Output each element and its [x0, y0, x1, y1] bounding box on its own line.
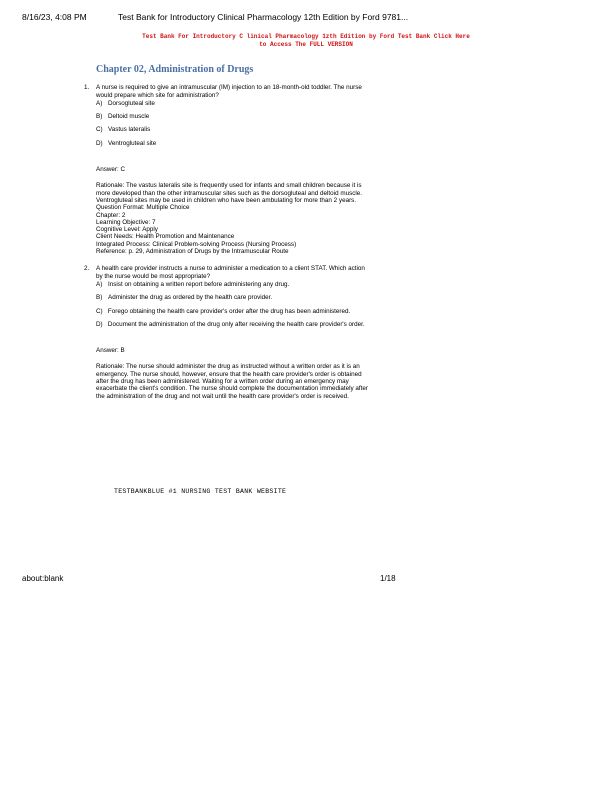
- option-d: D) Ventrogluteal site: [96, 139, 157, 147]
- page-number: 1/18: [380, 574, 396, 583]
- question-number: 1.: [84, 84, 90, 92]
- promo-banner-line-2[interactable]: to Access The FULL VERSION: [259, 41, 353, 48]
- client-needs: Client Needs: Health Promotion and Maintenance: [96, 233, 235, 241]
- option-d: D) Document the administration of the drug only after receiving the health care provider's order.: [96, 320, 365, 328]
- integrated-process: Integrated Process: Clinical Problem-solving Process (Nursing Process): [96, 240, 297, 248]
- site-banner: TESTBANKBLUE #1 NURSING TEST BANK WEBSITE: [114, 488, 287, 495]
- option-a: A) Insist on obtaining a written report before administering any drug.: [96, 280, 290, 288]
- promo-banner-line-1[interactable]: Test Bank For Introductory C linical Pharmacology 1zth Edition by Ford Test Bank Click Here: [142, 33, 470, 40]
- promo-banner-link[interactable]: [0, 33, 612, 49]
- rationale: Rationale: The nurse should administer the drug as instructed without a written order as it is an emergency. The nurse should, however, ensure that the health care provider's order is obtained after the drug has been administered. Waiting for a written order during an emergency may exacerbate the client's condition. The nurse should complete the documentation immediately after the administration of the drug and not wait until the health care provider's order is received.: [96, 363, 369, 400]
- print-date: 8/16/23, 4:08 PM: [22, 12, 87, 22]
- option-a: A) Dorsogluteal site: [96, 99, 155, 107]
- question-stem: A health care provider instructs a nurse to administer a medication to a client STAT. Which action by the nurse would be most appropriate?: [96, 265, 365, 280]
- document-content: [84, 64, 369, 400]
- question-format: Question Format: Multiple Choice: [96, 204, 190, 212]
- learning-objective: Learning Objective: 7: [96, 218, 156, 226]
- question-number: 2.: [84, 265, 90, 273]
- chapter-title: Chapter 02, Administration of Drugs: [96, 64, 254, 75]
- option-c: C) Vastus lateralis: [96, 126, 151, 134]
- question-stem: A nurse is required to give an intramuscular (IM) injection to an 18-month-old toddler. The nurse would prepare which site for administration?: [96, 84, 362, 99]
- question-1: [84, 84, 368, 256]
- option-c: C) Forego obtaining the health care provider's order after the drug has been administered.: [96, 307, 351, 315]
- chapter: Chapter: 2: [96, 211, 126, 219]
- browser-print-header: [0, 12, 612, 26]
- answer: Answer: C: [96, 166, 126, 174]
- cognitive-level: Cognitive Level: Apply: [96, 226, 158, 234]
- rationale: Rationale: The vastus lateralis site is frequently used for infants and small children because it is more developed than the other intramuscular sites such as the dorsogluteal and deltoid muscle. Ventrogluteal sites may be used in children who have been ambulating for more than 2 years.: [96, 182, 363, 204]
- question-2: [84, 265, 369, 400]
- page-url: about:blank: [22, 574, 64, 583]
- option-b: B) Deltoid muscle: [96, 113, 150, 121]
- page-title: Test Bank for Introductory Clinical Pharmacology 12th Edition by Ford 9781...: [118, 12, 409, 22]
- option-b: B) Administer the drug as ordered by the health care provider.: [96, 294, 273, 302]
- answer: Answer: B: [96, 347, 125, 355]
- reference: Reference: p. 29, Administration of Drugs by the Intramuscular Route: [96, 248, 289, 256]
